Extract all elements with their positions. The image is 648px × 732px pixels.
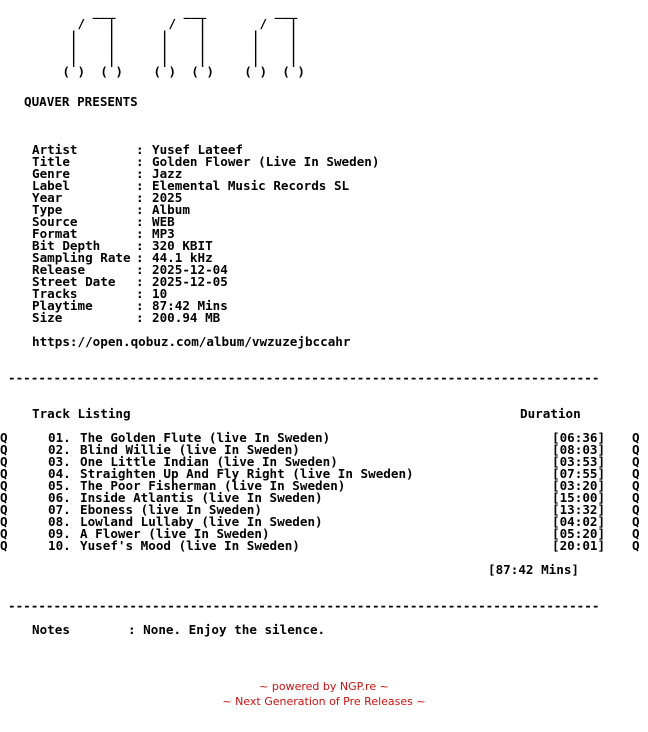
info-key: Size [32,310,131,325]
footer-powered-by[interactable]: ~ powered by NGP.re ~ [259,680,389,693]
quaver-ascii-logo [32,6,305,78]
track-marker-right: Q [632,454,640,469]
info-separator: : [136,298,144,313]
logo-row: / | / | / | [32,16,298,31]
info-key: Source [32,214,131,229]
logo-row: | | | | | | [32,40,298,55]
track-title: Blind Willie (live In Sweden) [80,442,300,457]
track-duration: [03:20] [552,478,606,493]
info-value: 2025-12-04 [152,262,228,277]
track-duration: [07:55] [552,466,606,481]
track-duration: [20:01] [552,538,606,553]
info-value: 2025 [152,190,183,205]
info-value: Yusef Lateef [152,142,243,157]
info-key: Release [32,262,131,277]
track-title: Inside Atlantis (live In Sweden) [80,490,323,505]
info-separator: : [136,190,144,205]
track-title: The Golden Flute (live In Sweden) [80,430,331,445]
divider-top: ------------------------------------------------------------------------------ [8,370,600,385]
info-key: Type [32,202,131,217]
duration-heading: Duration [520,406,581,421]
total-playtime: [87:42 Mins] [488,562,579,577]
track-listing-heading: Track Listing [32,406,131,421]
track-duration: [06:36] [552,430,606,445]
info-key: Format [32,226,131,241]
info-key: Street Date [32,274,131,289]
info-separator: : [136,154,144,169]
info-key: Sampling Rate [32,250,131,265]
info-value: Elemental Music Records SL [152,178,350,193]
track-marker-left: Q [0,430,8,445]
info-key: Label [32,178,131,193]
track-marker-left: Q [0,466,8,481]
info-key: Artist [32,142,131,157]
track-title: The Poor Fisherman (live In Sweden) [80,478,346,493]
track-marker-left: Q [0,442,8,457]
info-key: Tracks [32,286,131,301]
info-separator: : [136,142,144,157]
logo-row: ( ) ( ) ( ) ( ) ( ) ( ) [32,64,305,79]
track-number: 08. [48,514,71,529]
track-title: Yusef's Mood (live In Sweden) [80,538,300,553]
track-number: 02. [48,442,71,457]
track-duration: [08:03] [552,442,606,457]
track-marker-left: Q [0,526,8,541]
track-marker-right: Q [632,538,640,553]
info-value: Jazz [152,166,183,181]
track-title: Eboness (live In Sweden) [80,502,262,517]
info-separator: : [136,214,144,229]
track-number: 07. [48,502,71,517]
track-marker-right: Q [632,430,640,445]
track-marker-left: Q [0,514,8,529]
info-value: Golden Flower (Live In Sweden) [152,154,380,169]
logo-row: | | | | | | [32,52,298,67]
track-duration: [04:02] [552,514,606,529]
track-marker-left: Q [0,538,8,553]
info-value: 44.1 kHz [152,250,213,265]
info-value: MP3 [152,226,175,241]
info-separator: : [136,310,144,325]
track-marker-left: Q [0,478,8,493]
footer-tagline: ~ Next Generation of Pre Releases ~ [222,695,426,708]
info-separator: : [136,286,144,301]
track-number: 01. [48,430,71,445]
track-number: 06. [48,490,71,505]
info-separator: : [136,238,144,253]
track-marker-right: Q [632,466,640,481]
info-key: Title [32,154,131,169]
track-number: 04. [48,466,71,481]
track-title: Straighten Up And Fly Right (live In Sweden) [80,466,414,481]
info-separator: : [136,274,144,289]
info-separator: : [136,226,144,241]
info-value: 2025-12-05 [152,274,228,289]
track-marker-right: Q [632,490,640,505]
info-key: Year [32,190,131,205]
info-separator: : [136,166,144,181]
notes-label: Notes [32,622,70,637]
track-marker-left: Q [0,454,8,469]
track-duration: [13:32] [552,502,606,517]
info-key: Genre [32,166,131,181]
track-marker-right: Q [632,514,640,529]
info-value: 87:42 Mins [152,298,228,313]
track-marker-left: Q [0,502,8,517]
info-value: WEB [152,214,175,229]
track-duration: [05:20] [552,526,606,541]
track-title: Lowland Lullaby (live In Sweden) [80,514,323,529]
info-separator: : [136,178,144,193]
track-marker-right: Q [632,526,640,541]
track-title: A Flower (live In Sweden) [80,526,270,541]
info-value: 200.94 MB [152,310,221,325]
notes-value: : None. Enjoy the silence. [128,622,326,637]
info-separator: : [136,250,144,265]
track-title: One Little Indian (live In Sweden) [80,454,338,469]
info-key: Bit Depth [32,238,131,253]
logo-row: | | | | | | [32,28,298,43]
divider-bottom: ------------------------------------------------------------------------------ [8,598,600,613]
info-separator: : [136,262,144,277]
track-marker-left: Q [0,490,8,505]
track-marker-right: Q [632,478,640,493]
info-separator: : [136,202,144,217]
presents-heading: QUAVER PRESENTS [24,94,138,109]
track-number: 05. [48,478,71,493]
track-duration: [03:53] [552,454,606,469]
info-key: Playtime [32,298,131,313]
info-value: 10 [152,286,168,301]
logo-row: ___ ___ ___ [32,4,298,19]
track-duration: [15:00] [552,490,606,505]
track-number: 09. [48,526,71,541]
info-value: 320 KBIT [152,238,213,253]
track-marker-right: Q [632,502,640,517]
track-marker-right: Q [632,442,640,457]
info-value: Album [152,202,190,217]
track-number: 10. [48,538,71,553]
album-url[interactable]: https://open.qobuz.com/album/vwzuzejbccahr [32,334,351,349]
track-number: 03. [48,454,71,469]
